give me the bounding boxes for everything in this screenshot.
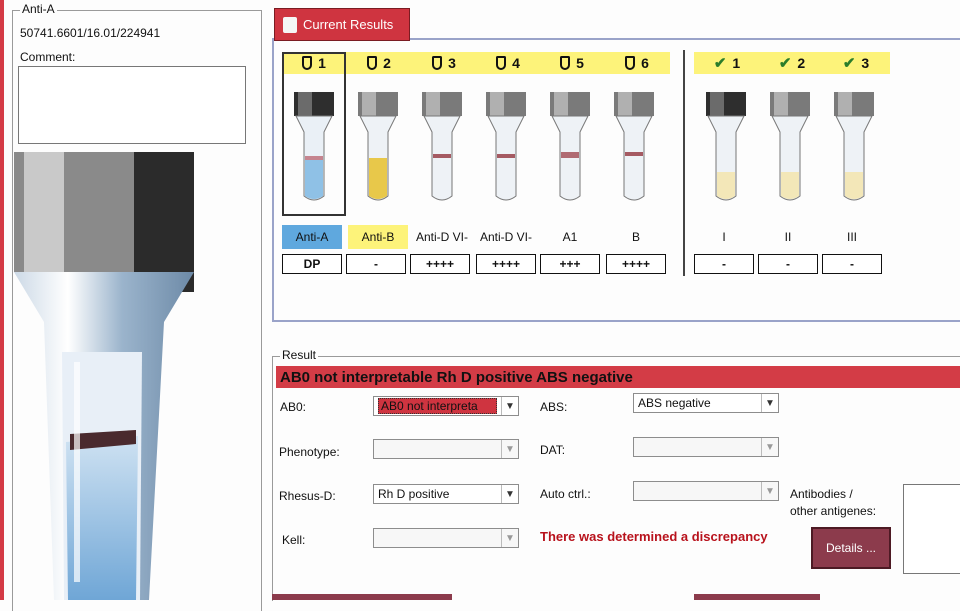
cell-number-label: 3 (861, 55, 870, 71)
antibodies-field[interactable] (903, 484, 960, 574)
reagent-label-anti-a[interactable]: Anti-A (282, 225, 342, 249)
window-edge-strip (0, 0, 4, 600)
score-cell-i[interactable]: - (694, 254, 754, 274)
rhesus-d-select-value: Rh D positive (378, 487, 450, 501)
cell-number-1[interactable] (694, 54, 760, 72)
well-number-label: 3 (448, 55, 456, 71)
dropdown-arrow-icon[interactable]: ▼ (761, 482, 778, 500)
well-number-label: 4 (512, 55, 520, 71)
panel-separator (683, 50, 685, 276)
well-number-label: 2 (383, 55, 391, 71)
reagent-label-a1[interactable]: A1 (562, 230, 578, 244)
abo-select-value: AB0 not interpreta (378, 398, 497, 414)
anti-a-legend: Anti-A (22, 2, 55, 16)
tube-6[interactable] (614, 92, 654, 202)
phenotype-label: Phenotype: (279, 445, 340, 459)
tube-1[interactable] (294, 92, 334, 202)
well-number-3[interactable] (412, 55, 476, 71)
abs-label: ABS: (540, 400, 568, 414)
kell-label: Kell: (282, 533, 306, 547)
score-a1[interactable]: +++ (540, 254, 600, 274)
cell-label-i[interactable]: I (722, 230, 726, 244)
tube-3[interactable] (422, 92, 462, 202)
antibodies-label-line2: other antigenes: (790, 504, 877, 518)
pen-icon (432, 56, 442, 70)
bottom-button-left[interactable] (272, 594, 452, 600)
tube-cell-1[interactable] (706, 92, 746, 202)
rhesus-d-label: Rhesus-D: (279, 489, 336, 503)
tube-2[interactable] (358, 92, 398, 202)
tube-cell-2[interactable] (770, 92, 810, 202)
check-icon: ✔ (778, 55, 792, 72)
reagent-label-b[interactable]: B (631, 230, 640, 244)
score-cell-ii[interactable]: - (758, 254, 818, 274)
pen-icon (367, 56, 377, 70)
score-anti-d-1[interactable]: ++++ (410, 254, 470, 274)
dat-select[interactable] (633, 437, 779, 457)
dropdown-arrow-icon[interactable]: ▼ (501, 485, 518, 503)
abo-select[interactable] (373, 396, 519, 416)
well-number-6[interactable] (604, 55, 670, 71)
score-anti-a[interactable]: DP (282, 254, 342, 274)
reagent-label-anti-b[interactable]: Anti-B (348, 225, 408, 249)
comment-label: Comment: (20, 50, 76, 64)
antibodies-label-line1: Antibodies / (790, 487, 853, 501)
bottom-button-right[interactable] (694, 594, 820, 600)
well-number-bar-b (694, 52, 890, 74)
current-results-tab-label: Current Results (303, 17, 394, 32)
score-b[interactable]: ++++ (606, 254, 666, 274)
cell-number-2[interactable] (760, 54, 824, 72)
reagent-label-anti-d-2[interactable]: Anti-D VI- (479, 230, 532, 244)
cell-label-ii[interactable]: II (784, 230, 792, 244)
cell-number-label: 2 (797, 55, 806, 71)
dat-label: DAT: (540, 443, 566, 457)
result-summary-bar: AB0 not interpretable Rh D positive ABS negative (276, 366, 960, 388)
auto-ctrl-select[interactable] (633, 481, 779, 501)
score-cell-iii[interactable]: - (822, 254, 882, 274)
discrepancy-message: There was determined a discrepancy (540, 529, 768, 544)
check-icon: ✔ (842, 55, 856, 72)
pen-icon (560, 56, 570, 70)
tube-cell-3[interactable] (834, 92, 874, 202)
gel-card-icon (283, 17, 297, 33)
kell-select[interactable] (373, 528, 519, 548)
well-number-4[interactable] (476, 55, 540, 71)
well-number-label: 1 (318, 55, 326, 71)
abo-label: AB0: (280, 400, 307, 414)
pen-icon (496, 56, 506, 70)
comment-field[interactable] (18, 66, 246, 144)
enlarged-tube-image (14, 152, 194, 600)
dropdown-arrow-icon[interactable]: ▼ (501, 529, 518, 547)
sample-id: 50741.6601/16.01/224941 (20, 26, 161, 40)
dropdown-arrow-icon[interactable]: ▼ (761, 438, 778, 456)
tube-4[interactable] (486, 92, 526, 202)
current-results-tab[interactable] (274, 8, 410, 41)
rhesus-d-select[interactable] (373, 484, 519, 504)
well-number-2[interactable] (346, 55, 412, 71)
well-number-label: 5 (576, 55, 584, 71)
phenotype-select[interactable] (373, 439, 519, 459)
auto-ctrl-label: Auto ctrl.: (540, 487, 591, 501)
score-anti-d-2[interactable]: ++++ (476, 254, 536, 274)
dropdown-arrow-icon[interactable]: ▼ (501, 397, 518, 415)
dropdown-arrow-icon[interactable]: ▼ (501, 440, 518, 458)
reagent-label-anti-d-1[interactable]: Anti-D VI- (415, 230, 468, 244)
abs-select[interactable] (633, 393, 779, 413)
dropdown-arrow-icon[interactable]: ▼ (761, 394, 778, 412)
check-icon: ✔ (713, 55, 727, 72)
pen-icon (625, 56, 635, 70)
score-anti-b[interactable]: - (346, 254, 406, 274)
abs-select-value: ABS negative (638, 396, 711, 410)
cell-number-label: 1 (732, 55, 741, 71)
cell-number-3[interactable] (824, 54, 888, 72)
cell-label-iii[interactable]: III (846, 230, 857, 244)
well-number-5[interactable] (540, 55, 604, 71)
well-number-label: 6 (641, 55, 649, 71)
details-button[interactable]: Details ... (811, 527, 891, 569)
tube-5[interactable] (550, 92, 590, 202)
result-legend: Result (282, 348, 317, 362)
